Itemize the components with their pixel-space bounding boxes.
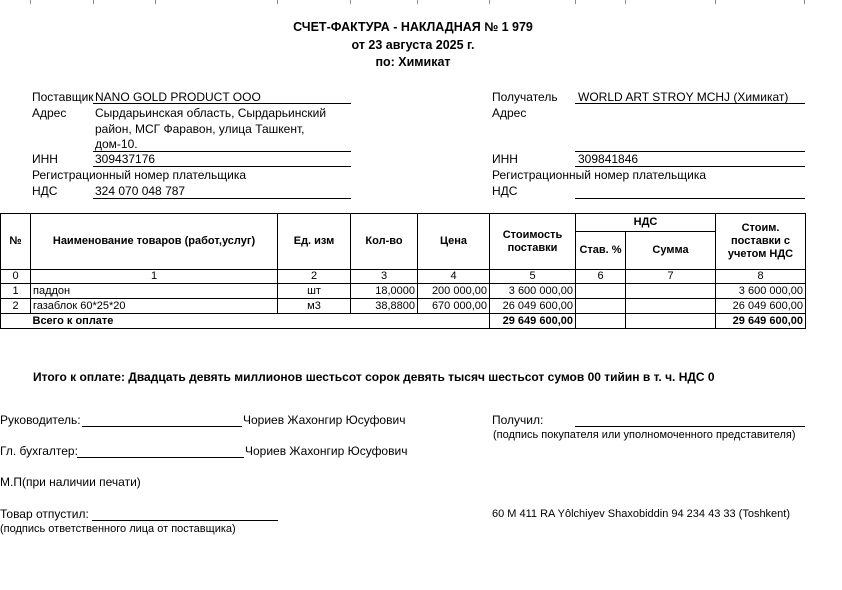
recipient-inn: 309841846 — [578, 152, 639, 166]
col-number: 2 — [278, 270, 351, 284]
goods-table — [0, 213, 806, 329]
released-signature-line — [92, 520, 278, 521]
row-price: 200 000,00 — [418, 284, 490, 299]
col-number: 7 — [626, 270, 716, 284]
header-cost: Стоимость поставки — [490, 214, 576, 270]
col-number: 4 — [418, 270, 490, 284]
received-label: Получил: — [492, 413, 544, 427]
col-number: 6 — [576, 270, 626, 284]
row-name: газаблок 60*25*20 — [31, 299, 278, 314]
total-with-vat: 29 649 600,00 — [716, 314, 806, 329]
row-name: паддон — [31, 284, 278, 299]
col-number: 5 — [490, 270, 576, 284]
director-name: Чориев Жахонгир Юсуфович — [243, 413, 406, 427]
row-vat-sum — [626, 299, 716, 314]
header-name: Наименование товаров (работ,услуг) — [31, 214, 278, 270]
row-no: 2 — [1, 299, 31, 314]
document-date: от 23 августа 2025 г. — [351, 38, 475, 52]
recipient-inn-label: ИНН — [492, 152, 518, 166]
received-note: (подпись покупателя или уполномоченного представителя) — [493, 429, 796, 441]
supplier-vat-line — [93, 198, 351, 199]
row-cost: 3 600 000,00 — [490, 284, 576, 299]
table-total-row — [1, 314, 806, 329]
stamp-label: М.П(при наличии печати) — [0, 475, 141, 489]
header-no: № — [1, 214, 31, 270]
total-cost: 29 649 600,00 — [490, 314, 576, 329]
header-vat-rate: Став. % — [576, 232, 626, 270]
row-vat-rate — [576, 299, 626, 314]
recipient-inn-line — [575, 166, 805, 167]
header-vat: НДС — [576, 214, 716, 232]
row-cost: 26 049 600,00 — [490, 299, 576, 314]
accountant-signature-line — [77, 457, 244, 458]
recipient-vat-line — [575, 198, 805, 199]
row-price: 670 000,00 — [418, 299, 490, 314]
supplier-name: NANO GOLD PRODUCT OOO — [95, 90, 261, 104]
accountant-label: Гл. бухгалтер: — [0, 444, 78, 458]
summary-text: Итого к оплате: Двадцать девять миллионов шестьсот сорок девять тысяч шестьсот сумов 00 тийин в т. ч. НДС 0 — [33, 370, 715, 384]
director-label: Руководитель: — [0, 413, 81, 427]
recipient-name-line — [575, 103, 805, 104]
supplier-address-line-3: дом-10. — [95, 137, 138, 151]
released-note: (подпись ответственного лица от поставщика) — [0, 523, 236, 535]
vehicle-info: 60 M 411 RA Yôlchiyev Shaxobiddin 94 234 43 33 (Toshkent) — [492, 508, 791, 520]
row-vat-sum — [626, 284, 716, 299]
supplier-inn: 309437176 — [95, 152, 156, 166]
header-vat-sum: Сумма — [626, 232, 716, 270]
supplier-inn-label: ИНН — [32, 152, 58, 166]
table-row — [1, 284, 806, 299]
released-label: Товар отпустил: — [0, 507, 89, 521]
header-qty: Кол-во — [351, 214, 418, 270]
row-total: 26 049 600,00 — [716, 299, 806, 314]
row-qty: 38,8800 — [351, 299, 418, 314]
supplier-address-line-1: Сырдарьинская область, Сырдарьинский — [95, 106, 327, 120]
supplier-address-line-2: район, МСГ Фаравон, улица Ташкент, — [95, 122, 305, 136]
supplier-address-label: Адрес — [32, 106, 67, 120]
recipient-vat-label: НДС — [492, 184, 518, 198]
recipient-reg-label: Регистрационный номер плательщика — [492, 168, 707, 182]
director-signature-line — [82, 426, 242, 427]
col-number: 0 — [1, 270, 31, 284]
header-price: Цена — [418, 214, 490, 270]
row-no: 1 — [1, 284, 31, 299]
supplier-label: Поставщик — [32, 90, 94, 104]
col-number: 8 — [716, 270, 806, 284]
document-basis: по: Химикат — [375, 55, 451, 69]
received-signature-line — [575, 426, 805, 427]
row-vat-rate — [576, 284, 626, 299]
table-row — [1, 299, 806, 314]
supplier-name-line — [93, 103, 351, 104]
col-number: 3 — [351, 270, 418, 284]
supplier-reg-label: Регистрационный номер плательщика — [32, 168, 247, 182]
document-title: СЧЕТ-ФАКТУРА - НАКЛАДНАЯ № 1 979 — [293, 20, 533, 34]
accountant-name: Чориев Жахонгир Юсуфович — [245, 444, 408, 458]
column-ruler — [0, 0, 842, 4]
row-unit: м3 — [278, 299, 351, 314]
header-total: Стоим. поставки с учетом НДС — [716, 214, 806, 270]
row-qty: 18,0000 — [351, 284, 418, 299]
recipient-address-label: Адрес — [492, 106, 527, 120]
supplier-vat: 324 070 048 787 — [95, 184, 186, 198]
row-unit: шт — [278, 284, 351, 299]
row-total: 3 600 000,00 — [716, 284, 806, 299]
total-label: Всего к оплате — [31, 314, 490, 329]
recipient-name: WORLD ART STROY MCHJ (Химикат) — [578, 90, 789, 104]
supplier-vat-label: НДС — [32, 184, 58, 198]
recipient-label: Получатель — [492, 90, 558, 104]
header-unit: Ед. изм — [278, 214, 351, 270]
supplier-inn-line — [93, 166, 351, 167]
col-number: 1 — [31, 270, 278, 284]
